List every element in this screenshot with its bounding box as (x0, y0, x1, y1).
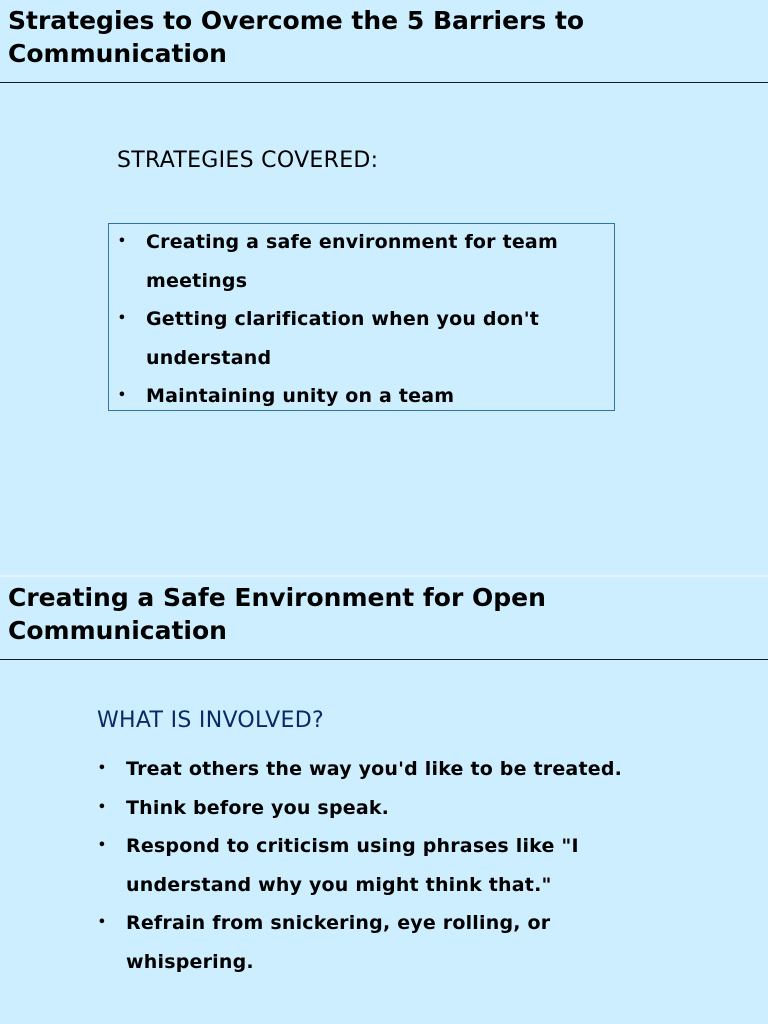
strategies-covered-heading: STRATEGIES COVERED: (117, 148, 379, 173)
slide-title-bar (0, 577, 768, 660)
what-is-involved-heading: WHAT IS INVOLVED? (97, 708, 324, 733)
list-item-text: Respond to criticism using phrases like "I understand why you might think that." (126, 835, 579, 896)
strategies-list (116, 223, 611, 416)
list-item (116, 300, 611, 377)
list-item (96, 904, 656, 981)
list-item-text: Treat others the way you'd like to be treated. (126, 758, 623, 780)
list-item-text: Creating a safe environment for team meetings (146, 231, 558, 292)
slide-title: Strategies to Overcome the 5 Barriers to Communication (8, 6, 585, 68)
slide-title: Creating a Safe Environment for Open Communication (8, 583, 546, 645)
slide-safe-environment (0, 577, 768, 1024)
bullet-icon: • (117, 311, 127, 326)
list-item-text: Getting clarification when you don't understand (146, 308, 539, 369)
strategies-box (108, 223, 615, 411)
list-item (116, 223, 611, 300)
slide-title-bar (0, 0, 768, 83)
list-item (116, 377, 611, 416)
bullet-icon: • (117, 388, 127, 403)
bullet-icon: • (97, 915, 107, 930)
bullet-icon: • (117, 234, 127, 249)
list-item-text: Maintaining unity on a team (146, 385, 455, 407)
list-item-text: Refrain from snickering, eye rolling, or whispering. (126, 912, 551, 973)
list-item-text: Think before you speak. (126, 796, 390, 819)
involved-list (96, 750, 656, 981)
list-item (96, 789, 656, 828)
bullet-icon: • (97, 838, 107, 853)
bullet-icon: • (97, 761, 107, 776)
list-item (96, 750, 656, 789)
list-item (96, 827, 656, 904)
bullet-icon: • (97, 799, 107, 815)
